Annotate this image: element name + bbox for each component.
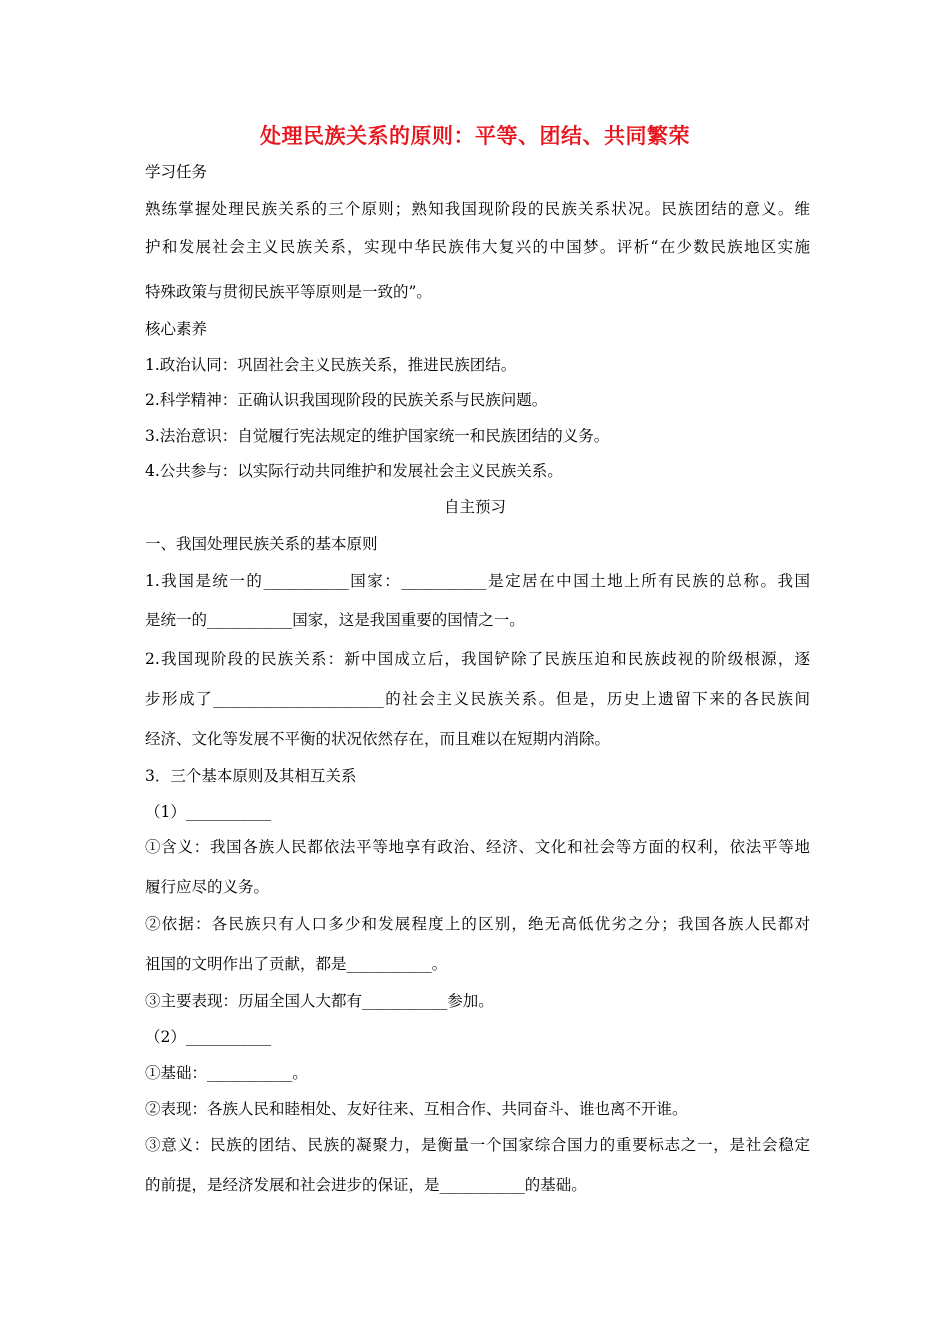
list-item: 4.公共参与：以实际行动共同维护和发展社会主义民族关系。 — [145, 462, 563, 480]
paragraph-line: 履行应尽的义务。 — [145, 878, 270, 896]
paragraph-line: ①含义：我国各族人民都依法平等地享有政治、经济、文化和社会等方面的权利，依法平等地 — [145, 838, 810, 856]
section-heading: 一、我国处理民族关系的基本原则 — [145, 535, 378, 553]
list-item: 2.科学精神：正确认识我国现阶段的民族关系与民族问题。 — [145, 391, 548, 409]
fill-blank-heading: （1）___________ — [145, 803, 272, 821]
paragraph-line: 熟练掌握处理民族关系的三个原则；熟知我国现阶段的民族关系状况。民族团结的意义。维 — [145, 200, 810, 218]
paragraph-line: ③主要表现：历届全国人大都有___________参加。 — [145, 992, 494, 1010]
fill-blank-heading: （2）___________ — [145, 1028, 272, 1046]
section-heading-centered: 自主预习 — [443, 498, 506, 516]
section-heading: 核心素养 — [145, 320, 208, 338]
list-item: 3.法治意识：自觉履行宪法规定的维护国家统一和民族团结的义务。 — [145, 427, 610, 445]
paragraph-line: 2.我国现阶段的民族关系：新中国成立后，我国铲除了民族压迫和民族歧视的阶级根源，逐 — [145, 650, 810, 668]
paragraph-line: ③意义：民族的团结、民族的凝聚力，是衡量一个国家综合国力的重要标志之一，是社会稳定 — [145, 1136, 810, 1154]
paragraph-line: 祖国的文明作出了贡献，都是___________。 — [145, 955, 448, 973]
paragraph-line: ②依据：各民族只有人口多少和发展程度上的区别，绝无高低优劣之分；我国各族人民都对 — [145, 915, 810, 933]
page-title: 处理民族关系的原则：平等、团结、共同繁荣 — [260, 123, 690, 148]
list-item: 1.政治认同：巩固社会主义民族关系，推进民族团结。 — [145, 356, 517, 374]
paragraph-line: 步形成了______________________的社会主义民族关系。但是，历史上遗留下来的各民族间 — [145, 690, 810, 708]
paragraph-line: 1.我国是统一的___________国家：___________是定居在中国土地上所有民族的总称。我国 — [145, 572, 810, 590]
paragraph-line: ①基础：___________。 — [145, 1064, 308, 1082]
paragraph-line: 是统一的___________国家，这是我国重要的国情之一。 — [145, 611, 525, 629]
paragraph-line: 护和发展社会主义民族关系，实现中华民族伟大复兴的中国梦。评析“在少数民族地区实施 — [145, 238, 810, 256]
section-heading: 学习任务 — [145, 163, 208, 181]
paragraph-line: ②表现：各族人民和睦相处、友好往来、互相合作、共同奋斗、谁也离不开谁。 — [145, 1100, 688, 1118]
paragraph-line: 经济、文化等发展不平衡的状况依然存在，而且难以在短期内消除。 — [145, 730, 611, 748]
section-heading: 3．三个基本原则及其相互关系 — [145, 767, 357, 785]
paragraph-line: 特殊政策与贯彻民族平等原则是一致的”。 — [145, 283, 432, 301]
paragraph-line: 的前提，是经济发展和社会进步的保证，是___________的基础。 — [145, 1176, 587, 1194]
